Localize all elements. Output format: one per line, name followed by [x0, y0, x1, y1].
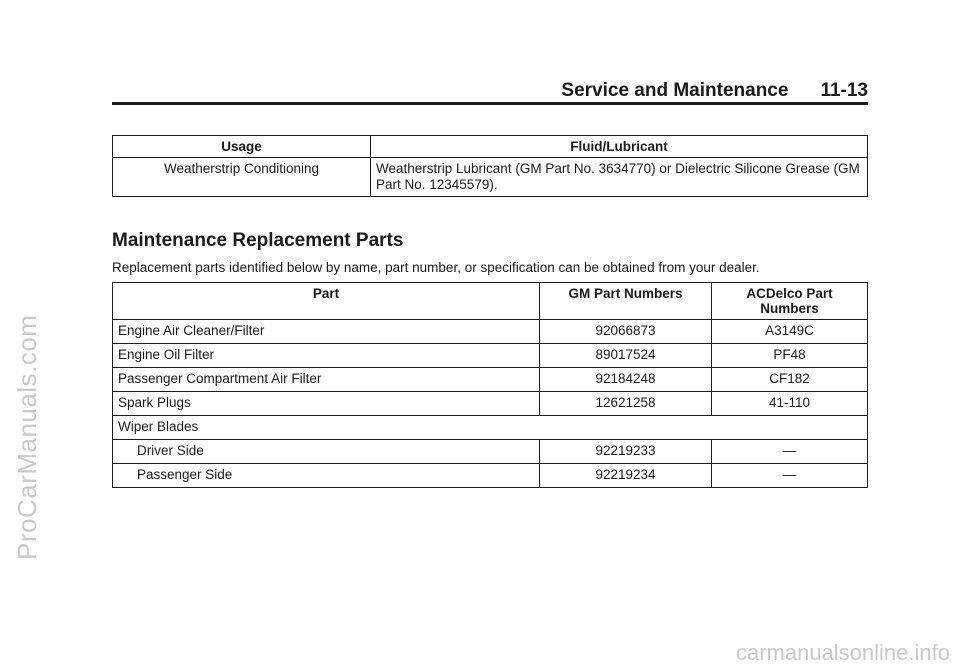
page-header — [112, 80, 868, 102]
cell-acdelco: A3149C — [712, 320, 868, 344]
header-gm: GM Part Numbers — [540, 283, 712, 320]
page-number: 11-13 — [820, 80, 868, 101]
cell-part: Engine Oil Filter — [113, 344, 540, 368]
cell-gm: 12621258 — [540, 392, 712, 416]
header-usage: Usage — [113, 136, 371, 158]
group-label-wiper-blades: Wiper Blades — [113, 416, 868, 440]
table-row — [113, 464, 868, 488]
cell-part: Spark Plugs — [113, 392, 540, 416]
fluid-lubricant-table — [112, 135, 868, 197]
table-row — [113, 158, 868, 197]
header-acdelco: ACDelco Part Numbers — [712, 283, 868, 320]
cell-acdelco: — — [712, 440, 868, 464]
cell-acdelco: PF48 — [712, 344, 868, 368]
header-fluid: Fluid/Lubricant — [371, 136, 868, 158]
cell-gm: 89017524 — [540, 344, 712, 368]
table-row — [113, 344, 868, 368]
cell-usage: Weatherstrip Conditioning — [113, 158, 371, 197]
bottom-watermark: carmanualsonline.info — [735, 640, 950, 665]
table-row — [113, 320, 868, 344]
header-part: Part — [113, 283, 540, 320]
table-group-row — [113, 416, 868, 440]
header-title: Service and Maintenance — [561, 80, 789, 101]
cell-gm: 92184248 — [540, 368, 712, 392]
cell-part: Passenger Compartment Air Filter — [113, 368, 540, 392]
cell-acdelco: CF182 — [712, 368, 868, 392]
table-row — [113, 368, 868, 392]
section-title: Maintenance Replacement Parts — [112, 230, 404, 251]
parts-table — [112, 282, 868, 488]
cell-acdelco: — — [712, 464, 868, 488]
table-row — [113, 440, 868, 464]
section-intro: Replacement parts identified below by name, part number, or specification can be obtained from your dealer. — [112, 260, 760, 275]
cell-gm: 92219233 — [540, 440, 712, 464]
side-watermark: ProCarManuals.com — [12, 314, 42, 560]
cell-gm: 92066873 — [540, 320, 712, 344]
cell-acdelco: 41-110 — [712, 392, 868, 416]
table-row — [113, 392, 868, 416]
cell-fluid: Weatherstrip Lubricant (GM Part No. 3634770) or Dielectric Silicone Grease (GM Part No. 12345579). — [371, 158, 868, 197]
table-header-row — [113, 283, 868, 320]
table-header-row — [113, 136, 868, 158]
header-rule — [112, 102, 868, 105]
cell-part: Driver Side — [113, 440, 540, 464]
cell-gm: 92219234 — [540, 464, 712, 488]
cell-part: Engine Air Cleaner/Filter — [113, 320, 540, 344]
cell-part: Passenger Side — [113, 464, 540, 488]
